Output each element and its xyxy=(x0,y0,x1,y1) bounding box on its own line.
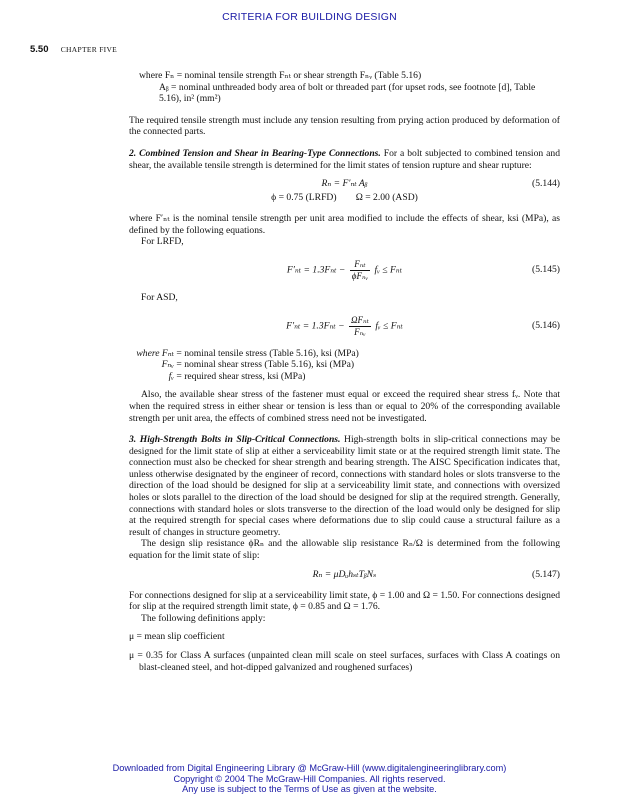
definition-list xyxy=(129,348,560,383)
page-footer xyxy=(0,763,619,795)
chapter-label: CHAPTER FIVE xyxy=(60,45,118,54)
eq-5-146-lhs: F′ₙₜ = 1.3Fₙₜ − xyxy=(286,320,345,332)
footer-copyright: Copyright © 2004 The McGraw-Hill Companies. All rights reserved. xyxy=(173,773,446,784)
slip-paragraph: The design slip resistance ϕRₙ and the allowable slip resistance Rₙ/Ω is determined from the following equation for the limit state of slip: xyxy=(129,538,560,562)
eq-5-144-expr: Rₙ = F′ₙₜ Aᵦ xyxy=(321,178,368,190)
page-body xyxy=(129,70,560,673)
definition-mu-class-a: μ = 0.35 for Class A surfaces (unpainted clean mill scale on steel surfaces, surfaces with Class A coatings on blast-cleaned steel, and hot-dipped galvanized and roughened surfaces) xyxy=(129,650,560,673)
eq-5-146-number: (5.146) xyxy=(532,319,560,331)
equation-5-144 xyxy=(129,178,560,192)
section-2-text: For a bolt subjected to combined tension and shear, the available tensile strength is determined for the limit states of tension rupture and shear rupture: xyxy=(129,147,560,171)
equation-phi-omega xyxy=(129,192,560,206)
definition-mu: μ = mean slip coefficient xyxy=(129,631,225,643)
eq-5-145-rhs: fᵥ ≤ Fₙₜ xyxy=(374,264,403,276)
eq-5-146-rhs: fᵥ ≤ Fₙₜ xyxy=(375,320,403,332)
eq-5-146-numerator: ΩFₙₜ xyxy=(351,314,369,325)
eq-5-145-number: (5.145) xyxy=(532,263,560,275)
definition-row: Fₙᵥ = nominal shear stress (Table 5.16), ksi (MPa) xyxy=(161,359,355,371)
where-ab: Aᵦ = nominal unthreaded body area of bolt or threaded part (for upset rods, see footnote [d], Table 5.16), in² (mm²) xyxy=(159,81,536,105)
where-fn: where Fₙ = nominal tensile strength Fₙₜ or shear strength Fₙᵥ (Table 5.16) xyxy=(139,70,422,81)
equation-5-145 xyxy=(129,255,560,285)
section-2-title: 2. Combined Tension and Shear in Bearing-Type Connections. xyxy=(129,147,381,159)
for-lrfd-label: For LRFD, xyxy=(141,236,184,248)
eq-5-145-lhs: F′ₙₜ = 1.3Fₙₜ − xyxy=(286,264,346,276)
connections-paragraph: For connections designed for slip at a serviceability limit state, ϕ = 1.00 and Ω = 1.50. For connections designed for slip at the required strength limit state, ϕ = 0.85 and Ω = 1.76. xyxy=(129,589,560,613)
eq-5-147-expr: Rₙ = μDᵤhₛₜTᵦNₛ xyxy=(312,568,377,580)
eq-5-144-number: (5.144) xyxy=(532,178,560,190)
eq-5-145-numerator: Fₙₜ xyxy=(350,259,370,271)
fnt-paragraph: where F′ₙₜ is the nominal tensile strength per unit area modified to include the effects of shear, ksi (MPa), as defined by the following equations. xyxy=(129,213,560,236)
eq-5-146-denominator: Fₙᵥ xyxy=(354,326,366,337)
definition-row: where Fₙₜ = nominal tensile stress (Table 5.16), ksi (MPa) xyxy=(136,347,359,359)
eq-5-146-fraction xyxy=(349,315,371,338)
phi-omega-values: ϕ = 0.75 (LRFD) Ω = 2.00 (ASD) xyxy=(271,192,418,204)
prying-paragraph: The required tensile strength must include any tension resulting from prying action produced by deformation of the connected parts. xyxy=(129,114,560,138)
page-header-title: CRITERIA FOR BUILDING DESIGN xyxy=(222,11,397,23)
eq-5-147-number: (5.147) xyxy=(532,568,560,580)
footer-download-link[interactable]: Downloaded from Digital Engineering Library @ McGraw-Hill (www.digitalengineeringlibrary.com) xyxy=(112,763,507,773)
equation-5-147 xyxy=(129,569,560,583)
eq-5-145-fraction xyxy=(350,259,370,282)
running-head xyxy=(30,44,117,55)
equation-5-146 xyxy=(129,311,560,341)
for-asd-label: For ASD, xyxy=(141,291,178,303)
footer-terms[interactable]: Any use is subject to the Terms of Use as given at the website. xyxy=(182,784,437,795)
also-paragraph: Also, the available shear stress of the fastener must equal or exceed the required shear stress fᵥ. Note that when the required stress in either shear or tension is less than or equal to 20% of the corresponding available strength per unit area, the effects of combined stress need not be investigated. xyxy=(129,389,560,424)
definition-row: fᵥ = required shear stress, ksi (MPa) xyxy=(168,370,306,382)
following-definitions: The following definitions apply: xyxy=(141,612,266,624)
section-3-title: 3. High-Strength Bolts in Slip-Critical Connections. xyxy=(129,434,341,446)
eq-5-145-denominator: ϕFₙᵥ xyxy=(351,270,369,281)
section-3-text: High-strength bolts in slip-critical connections may be designed for the limit state of slip at either a serviceability limit state or at the required strength limit state. The connection must also be checked for shear strength and bearing strength. The AISC Specification indicates that, unless otherwise designated by the engineer of record, connections with standard holes or slots transverse to the direction of the load should be designed for slip at a serviceability limit state, and connections with oversized holes or slots parallel to the direction of the load should be designed for slip at the required strength. Generally, connections with standard holes or slots transverse to the direction of the load would only be designed for slip at the required strength for special cases where deformations due to slip could cause a structural failure as a result of changes in structure geometry. xyxy=(129,434,560,538)
page-number: 5.50 xyxy=(30,44,49,55)
